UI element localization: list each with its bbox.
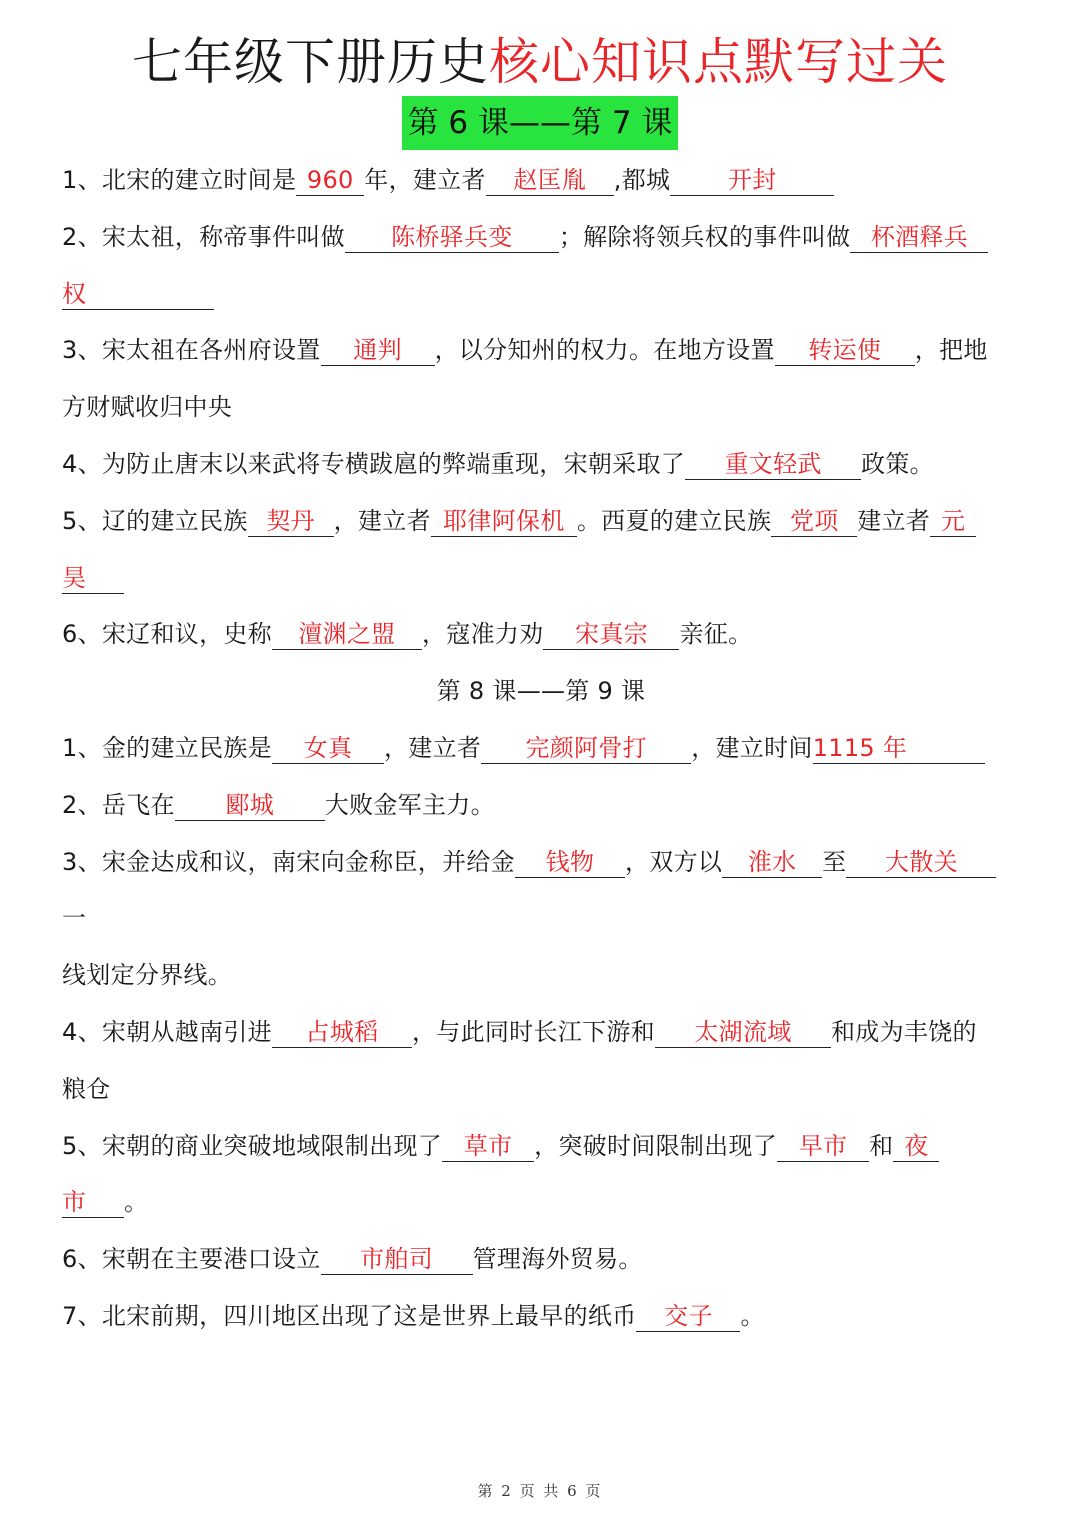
question-text: 至 bbox=[822, 847, 847, 876]
question-text: ，建立时间 bbox=[691, 733, 813, 762]
answer-blank: 1115 年 bbox=[813, 733, 985, 764]
question-text: 线划定分界线。 bbox=[62, 961, 233, 990]
answer-blank: 女真 bbox=[272, 733, 384, 764]
question-text: ，把地 bbox=[914, 336, 988, 365]
answer-blank: 完颜阿骨打 bbox=[481, 733, 691, 764]
question-text: ，双方以 bbox=[624, 847, 723, 876]
question-text: ，以分知州的权力。在地方设置 bbox=[434, 336, 775, 365]
question-8-4-cont bbox=[62, 1061, 1020, 1118]
lesson-heading-6-7: 第 6 课——第 7 课 bbox=[402, 96, 679, 150]
answer-blank: 钱物 bbox=[515, 847, 625, 878]
question-text: 3、宋太祖在各州府设置 bbox=[62, 336, 321, 365]
answer-blank: 宋真宗 bbox=[543, 619, 679, 650]
lesson-heading-8-9: 第 8 课——第 9 课 bbox=[436, 677, 646, 706]
question-text: 方财赋收归中央 bbox=[62, 393, 233, 422]
question-text: 6、宋朝在主要港口设立 bbox=[62, 1245, 321, 1274]
question-8-5 bbox=[62, 1118, 1020, 1175]
question-text: 政策。 bbox=[861, 449, 934, 478]
question-text: 。西夏的建立民族 bbox=[576, 506, 772, 535]
question-text: 5、宋朝的商业突破地域限制出现了 bbox=[62, 1131, 443, 1160]
question-text: ,都城 bbox=[613, 166, 671, 194]
question-text: 建立者 bbox=[857, 506, 931, 535]
answer-blank: 960 bbox=[296, 165, 364, 196]
answer-blank: 夜 bbox=[893, 1131, 939, 1162]
question-text: 4、宋朝从越南引进 bbox=[62, 1017, 272, 1046]
question-8-3 bbox=[62, 834, 1020, 948]
answer-blank: 淮水 bbox=[722, 847, 822, 878]
answer-blank: 交子 bbox=[636, 1301, 740, 1332]
answer-blank: 昊 bbox=[62, 563, 124, 594]
question-text: ；解除将领兵权的事件叫做 bbox=[558, 222, 851, 251]
question-text: 1、北宋的建立时间是 bbox=[62, 166, 297, 194]
answer-blank: 元 bbox=[930, 506, 976, 537]
question-text: ，与此同时长江下游和 bbox=[411, 1017, 655, 1046]
question-8-6 bbox=[62, 1231, 1020, 1288]
question-6-3 bbox=[62, 322, 1020, 379]
question-text: 4、为防止唐末以来武将专横跋扈的弊端重现，宋朝采取了 bbox=[62, 449, 686, 478]
question-text: 3、宋金达成和议，南宋向金称臣，并给金 bbox=[62, 847, 515, 876]
question-8-7 bbox=[62, 1288, 1020, 1345]
worksheet-content bbox=[62, 152, 1020, 1345]
question-text: 和成为丰饶的 bbox=[830, 1017, 977, 1046]
lesson-heading-wrap bbox=[0, 96, 1080, 150]
question-text: 7、北宋前期，四川地区出现了这是世界上最早的纸币 bbox=[62, 1301, 637, 1330]
question-text: 管理海外贸易。 bbox=[472, 1245, 643, 1274]
answer-blank: 陈桥驿兵变 bbox=[345, 222, 559, 253]
answer-blank: 早市 bbox=[777, 1131, 869, 1162]
page-title bbox=[0, 24, 1080, 100]
question-text: 6、宋辽和议，史称 bbox=[62, 620, 272, 649]
question-text: ，突破时间限制出现了 bbox=[534, 1131, 778, 1160]
page-number: 第 2 页 共 6 页 bbox=[477, 1482, 603, 1500]
question-text: ，建立者 bbox=[333, 506, 431, 535]
question-6-1 bbox=[62, 152, 1020, 209]
answer-blank: 占城稻 bbox=[272, 1017, 412, 1048]
question-8-5-cont bbox=[62, 1174, 1020, 1231]
question-text: ，建立者 bbox=[383, 733, 482, 762]
answer-blank: 转运使 bbox=[775, 335, 915, 366]
answer-blank: 开封 bbox=[670, 165, 834, 196]
question-6-2 bbox=[62, 209, 1020, 266]
question-text: 年，建立者 bbox=[364, 166, 486, 194]
answer-blank: 太湖流域 bbox=[655, 1017, 831, 1048]
answer-blank: 市舶司 bbox=[321, 1244, 473, 1275]
answer-blank: 郾城 bbox=[175, 790, 325, 821]
question-text: 2、岳飞在 bbox=[62, 790, 175, 819]
answer-blank: 杯酒释兵 bbox=[850, 222, 988, 253]
question-8-3-cont bbox=[62, 947, 1020, 1004]
question-text: 粮仓 bbox=[62, 1074, 111, 1103]
question-6-5-cont bbox=[62, 550, 1020, 607]
question-8-2 bbox=[62, 777, 1020, 834]
question-6-2-cont bbox=[62, 266, 1020, 323]
question-text: 亲征。 bbox=[679, 620, 753, 649]
answer-blank: 契丹 bbox=[248, 506, 334, 537]
answer-blank: 大散关 bbox=[846, 847, 996, 878]
question-text: 大败金军主力。 bbox=[324, 790, 495, 819]
question-6-4 bbox=[62, 436, 1020, 493]
answer-blank: 澶渊之盟 bbox=[272, 619, 422, 650]
question-8-4 bbox=[62, 1004, 1020, 1061]
question-text: 2、宋太祖，称帝事件叫做 bbox=[62, 222, 345, 251]
question-text: 1、金的建立民族是 bbox=[62, 733, 272, 762]
answer-blank: 草市 bbox=[442, 1131, 534, 1162]
answer-blank: 重文轻武 bbox=[685, 449, 861, 480]
question-text: 。 bbox=[124, 1188, 149, 1217]
title-black-part: 七年级下册历史 bbox=[132, 33, 489, 91]
question-text: 5、辽的建立民族 bbox=[62, 506, 248, 535]
question-6-3-cont bbox=[62, 379, 1020, 436]
question-text: ，寇准力劝 bbox=[421, 620, 544, 649]
question-6-5 bbox=[62, 493, 1020, 550]
answer-blank: 赵匡胤 bbox=[486, 165, 614, 196]
answer-blank: 通判 bbox=[321, 335, 435, 366]
answer-blank: 权 bbox=[62, 279, 214, 310]
answer-blank: 耶律阿保机 bbox=[431, 506, 577, 537]
title-red-part: 核心知识点默写过关 bbox=[489, 33, 948, 91]
question-text: 和 bbox=[869, 1131, 894, 1160]
question-8-1 bbox=[62, 720, 1020, 777]
question-text: 。 bbox=[740, 1301, 765, 1330]
answer-blank: 市 bbox=[62, 1187, 124, 1218]
question-6-6 bbox=[62, 606, 1020, 663]
answer-blank: 党项 bbox=[771, 506, 857, 537]
question-text: 一 bbox=[62, 904, 87, 933]
